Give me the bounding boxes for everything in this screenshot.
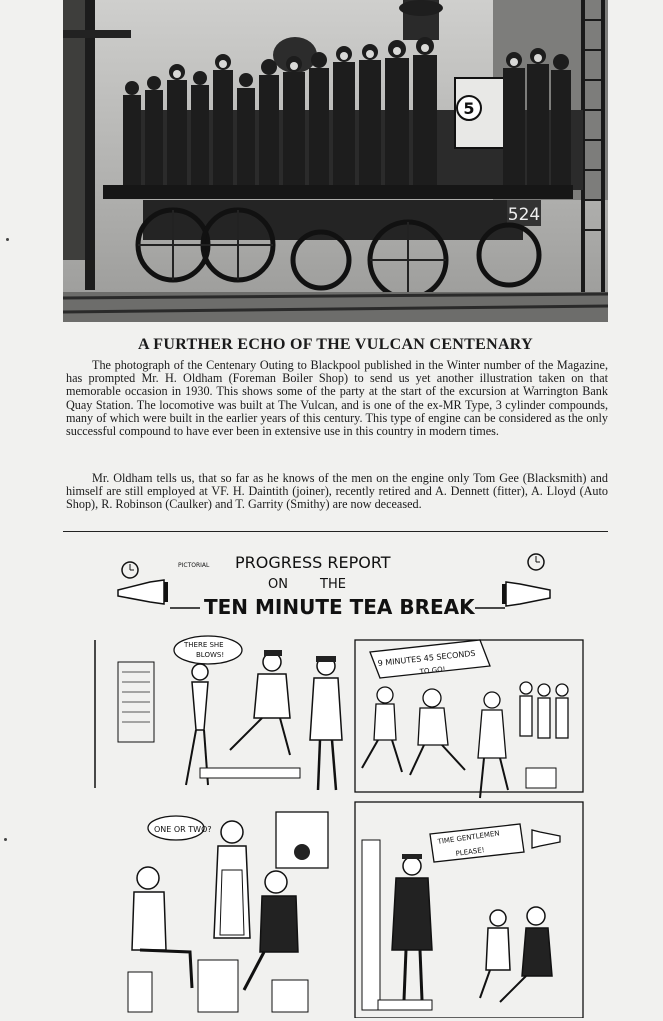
panel-1: [95, 636, 342, 790]
cartoon-title-on: ON: [268, 577, 288, 592]
panel-4-bubble-line-2: PLEASE!: [455, 846, 486, 858]
locomotive-number: 524: [507, 205, 541, 225]
margin-speck: [6, 238, 9, 241]
headboard-number: 5: [463, 99, 475, 118]
panel-2-bubble-line-2: TO GO!: [419, 665, 446, 676]
hooter-icon: [502, 582, 550, 606]
panel-4: [355, 802, 583, 1018]
panel-3-bubble: ONE OR TWO?: [154, 825, 212, 834]
clock-icon: [528, 554, 544, 570]
pictorial-label: PICTORIAL: [178, 562, 210, 569]
hooter-icon: [118, 580, 168, 604]
panel-4-bubble-line-1: TIME GENTLEMEN: [437, 829, 501, 846]
panel-2-bubble-line-1: 9 MINUTES 45 SECONDS: [377, 648, 476, 668]
panel-1-bubble-line-2: BLOWS!: [196, 651, 225, 659]
panel-2: [355, 640, 583, 798]
cartoon-title-the: THE: [320, 577, 346, 592]
article-headline: A FURTHER ECHO OF THE VULCAN CENTENARY: [138, 336, 533, 353]
panel-3: [128, 812, 328, 1012]
section-divider: [63, 531, 608, 532]
article-paragraph-2: Mr. Oldham tells us, that so far as he knows of the men on the engine only Tom Gee (Blacksmith) and himself are still employed at VF. H. Daintith (joiner), recently retired and A. Dennett (fitter), A. Lloyd (Auto Shop), R. Robinson (Caulker) and T. Garrity (Smithy) are now deceased.: [66, 471, 608, 512]
article-paragraph-1: The photograph of the Centenary Outing to Blackpool published in the Winter number of the Magazine, has prompted Mr. H. Oldham (Foreman Boiler Shop) to send us yet another illustration taken on that memorable occasion in 1930. This shows some of the party at the start of the excursion at Warrington Bank Quay Station. The locomotive was built at The Vulcan, and is one of the ex-MR Type, 3 cylinder compounds, many of which were built in the earlier years of this century. This type of engine can be considered as the only successful compound to have ever been in extensive use in this country in modern times.: [66, 358, 608, 439]
margin-speck: [4, 838, 7, 841]
cartoon-title-line-1: PROGRESS REPORT: [235, 553, 391, 572]
cartoon-title-line-3: TEN MINUTE TEA BREAK: [204, 595, 475, 619]
panel-1-bubble-line-1: THERE SHE: [184, 641, 224, 649]
clock-icon: [122, 562, 138, 578]
tea-break-cartoon: [80, 540, 600, 1018]
locomotive-photo: [63, 0, 608, 322]
hooter-icon: [532, 830, 560, 848]
